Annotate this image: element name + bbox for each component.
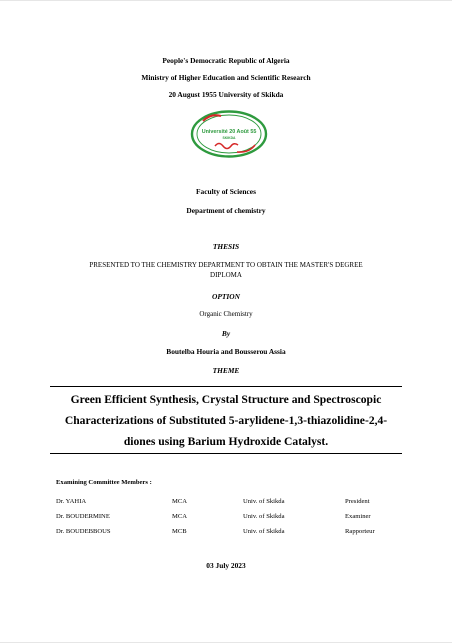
member-affiliation: Univ. of Skikda [243,513,285,520]
member-grade: MCB [172,528,187,535]
date-line: 03 July 2023 [206,561,246,570]
university-logo [189,109,269,159]
committee-row [0,528,452,538]
member-role: Rapporteur [345,528,375,535]
presented-line-1: PRESENTED TO THE CHEMISTRY DEPARTMENT TO OBTAIN THE MASTER'S DEGREE [89,261,363,269]
theme-label: THEME [212,366,240,375]
member-role: Examiner [345,513,371,520]
committee-row [0,498,452,508]
authors-line: Boutelba Houria and Bousserou Assia [166,347,286,356]
member-grade: MCA [172,513,188,520]
member-name: Dr. BOUDEBBOUS [56,528,111,535]
title-line: Characterizations of Substituted 5-arylidene-1,3-thiazolidine-2,4- [64,414,388,427]
by-label: By [221,329,231,338]
country-line: People's Democratic Republic of Algeria [162,56,290,65]
faculty-line: Faculty of Sciences [196,187,256,196]
university-line: 20 August 1955 University of Skikda [168,90,284,99]
department-line: Department of chemistry [186,206,266,215]
thesis-title [50,389,402,452]
title-line: Green Efficient Synthesis, Crystal Structure and Spectroscopic [70,393,382,406]
option-label: OPTION [212,292,240,301]
logo-text: Université 20 Août 55 [201,129,257,135]
option-value: Organic Chemistry [199,310,253,318]
logo-subtext: SKIKDA [222,136,236,140]
member-name: Dr. YAHIA [56,498,87,505]
ministry-line: Ministry of Higher Education and Scientific Research [141,73,311,82]
presented-line-2: DIPLOMA [210,271,242,279]
committee-row [0,513,452,523]
member-name: Dr. BOUDERMINE [56,513,110,520]
title-line: diones using Barium Hydroxide Catalyst. [123,435,329,448]
title-rule-top [50,386,402,387]
member-affiliation: Univ. of Skikda [243,498,285,505]
member-role: President [345,498,370,505]
member-affiliation: Univ. of Skikda [243,528,285,535]
thesis-label: THESIS [212,242,240,251]
member-grade: MCA [172,498,188,505]
committee-heading: Examining Committee Members : [56,479,152,486]
title-rule-bottom [50,453,402,454]
